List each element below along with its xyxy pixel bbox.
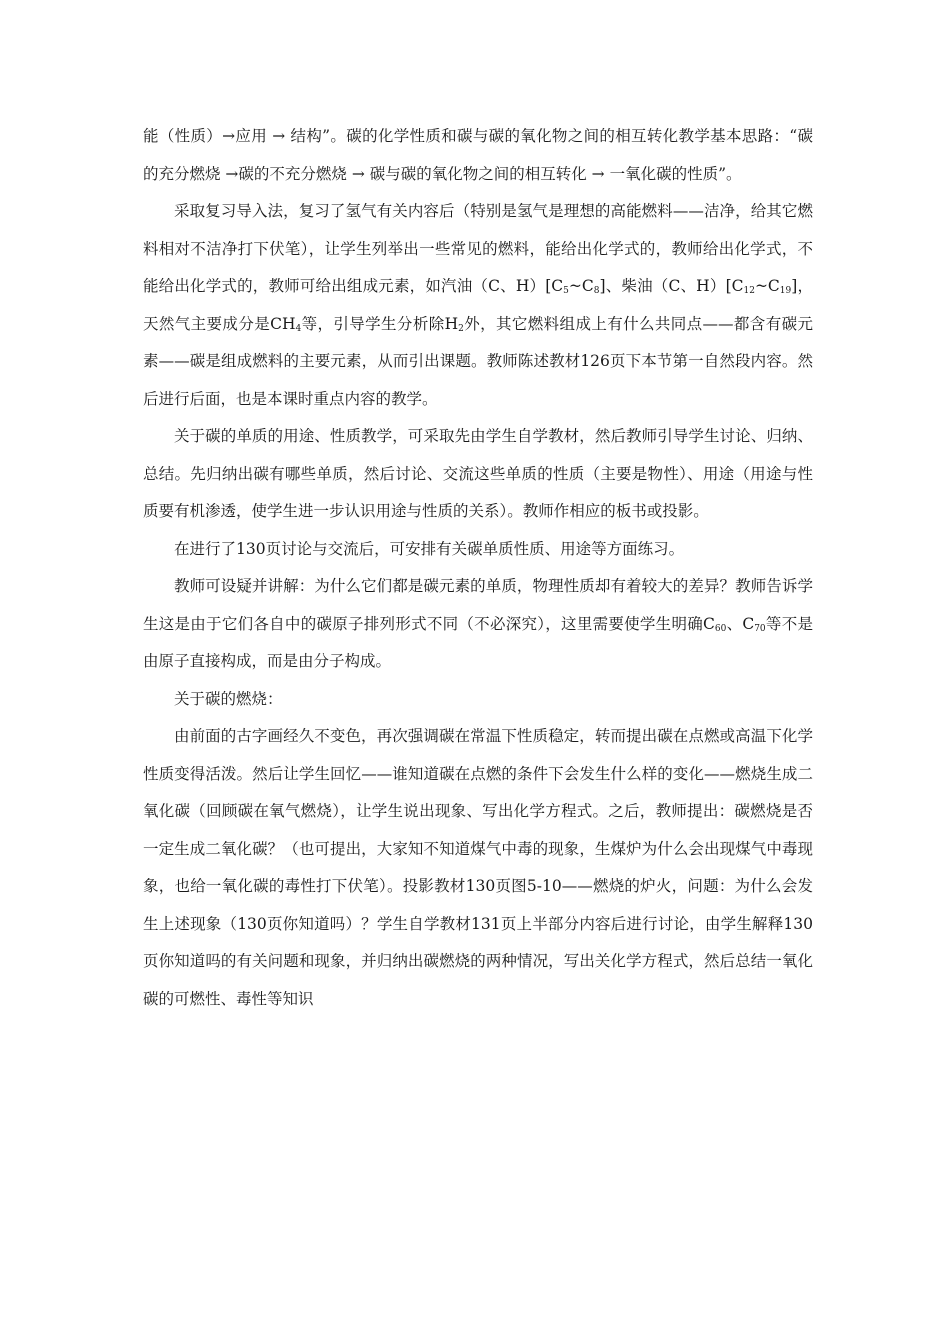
text-segment: 等，引导学生分析除H: [301, 314, 459, 333]
paragraph-2: [143, 193, 813, 418]
paragraph-3: [143, 418, 813, 531]
paragraph-1: [143, 118, 813, 193]
text-segment: 采取复习导入法，复习了氢气有关内容后（特别是氢气是理想的高能燃料——洁净，给其它燃料相对不洁净打下伏笔），让学生列举出一些常见的燃料，能给出化学式的，教师给出化学式，不能给出化学式的，教师可给出组成元素，如汽油（C、H）[C: [143, 202, 813, 295]
subscript: 5: [563, 286, 569, 296]
paragraph-5: [143, 568, 813, 681]
subscript: 70: [754, 623, 766, 634]
subscript: 12: [743, 286, 755, 296]
paragraph-6: [143, 681, 813, 719]
text-segment: 关于碳的单质的用途、性质教学，可采取先由学生自学教材，然后教师引导学生讨论、归纳、总结。先归纳出碳有哪些单质，然后讨论、交流这些单质的性质（主要是物性）、用途（用途与性质要有机渗透，使学生进一步认识用途与性质的关系）。教师作相应的板书或投影。: [143, 427, 813, 520]
subscript: 4: [295, 323, 302, 334]
text-segment: ]，天然气主要成分是CH: [143, 277, 813, 333]
paragraph-4: [143, 531, 813, 569]
text-segment: 能（性质）→应用 → 结构”。碳的化学性质和碳与碳的氧化物之间的相互转化教学基本思路：“碳的充分燃烧 →碳的不充分燃烧 → 碳与碳的氧化物之间的相互转化 → 一氧化碳的性质”。: [143, 127, 813, 183]
text-segment: 、C: [726, 614, 755, 633]
document-body: [143, 118, 813, 1018]
subscript: 60: [714, 623, 727, 634]
subscript: 8: [593, 286, 600, 296]
text-segment: 外，其它燃料组成上有什么共同点——都含有碳元素——碳是组成燃料的主要元素，从而引出课题。教师陈述教材126页下本节第一自然段内容。然后进行后面，也是本课时重点内容的教学。: [143, 314, 813, 408]
text-segment: 等不是由原子直接构成，而是由分子构成。: [143, 614, 813, 670]
subscript: 19: [779, 286, 792, 296]
text-segment: 在进行了130页讨论与交流后，可安排有关碳单质性质、用途等方面练习。: [174, 539, 685, 558]
text-segment: ~C: [568, 277, 594, 295]
subscript: 2: [458, 323, 464, 334]
text-segment: ~C: [754, 277, 780, 295]
text-segment: 关于碳的燃烧：: [174, 689, 283, 708]
text-segment: ]、柴油（C、H）[C: [599, 277, 744, 295]
text-segment: 教师可设疑并讲解：为什么它们都是碳元素的单质，物理性质却有着较大的差异？教师告诉学生这是由于它们各自中的碳原子排列形式不同（不必深究），这里需要使学生明确C: [143, 577, 813, 633]
text-segment: 由前面的古字画经久不变色，再次强调碳在常温下性质稳定，转而提出碳在点燃或高温下化学性质变得活泼。然后让学生回忆——谁知道碳在点燃的条件下会发生什么样的变化——燃烧生成二氧化碳（回顾碳在氧气燃烧），让学生说出现象、写出化学方程式。之后，教师提出：碳燃烧是否一定生成二氧化碳？（也可提出，大家知不知道煤气中毒的现象，生煤炉为什么会出现煤气中毒现象，也给一氧化碳的毒性打下伏笔）。投影教材130页图5-10——燃烧的炉火，问题：为什么会发生上述现象（130页你知道吗）？学生自学教材131页上半部分内容后进行讨论，由学生解释130页你知道吗的有关问题和现象，并归纳出碳燃烧的两种情况，写出关化学方程式，然后总结一氧化碳的可燃性、毒性等知识: [143, 727, 813, 1008]
paragraph-7: [143, 718, 813, 1018]
